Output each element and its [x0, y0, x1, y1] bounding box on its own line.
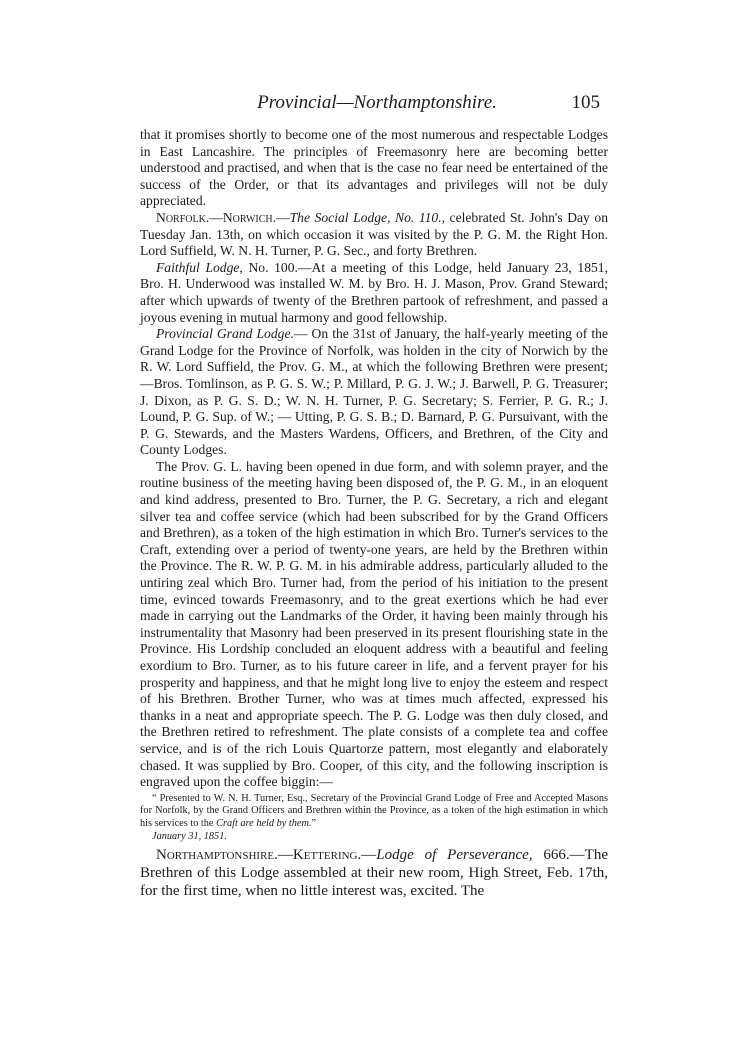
section-heading-norfolk: Norfolk.—Norwich.—: [156, 209, 290, 225]
page-number: 105: [571, 92, 600, 113]
running-title: Provincial—Northamptonshire.: [257, 92, 497, 113]
inscription-date: January 31, 1851.: [152, 830, 227, 842]
inscription-italic: Craft are held by them.: [216, 817, 312, 829]
inscription-text: [140, 793, 608, 830]
paragraph-text: No. 100.—At a meeting of this Lodge, held January 23, 1851, Bro. H. Underwood was installed W. M. by Bro. H. J. Mason, Prov. Grand Steward; after which upwards of twenty of the Brethren partook of refreshment, and passed a joyous evening in mutual harmony and good fellowship.: [140, 259, 608, 325]
lodge-name: Faithful Lodge,: [156, 259, 243, 275]
section-heading-northamptonshire: Northamptonshire.—Kettering.—: [156, 847, 377, 864]
lodge-name: Lodge of Perseverance,: [376, 847, 533, 864]
paragraph-provincial-grand-lodge: [140, 326, 608, 459]
paragraph-norwich: [140, 210, 608, 260]
paragraph-faithful-lodge: [140, 260, 608, 326]
inscription-main: “ Presented to W. N. H. Turner, Esq., Secretary of the Provincial Grand Lodge of Free and Accepted Masons for Norfolk, by the Grand Officers and Brethren within the Province, as a token of the high estimation in which his services to the: [140, 792, 608, 829]
paragraph-text: 666.—The Brethren of this Lodge assembled at their new room, High Street, Feb. 17th, for the first time, when no little interest was, excited. The: [140, 847, 608, 900]
lodge-name: The Social Lodge, No. 110.: [289, 209, 442, 225]
paragraph-presentation: The Prov. G. L. having been opened in due form, and with solemn prayer, and the routine business of the meeting having been disposed of, the P. G. M., in an eloquent and kind address, presented to Bro. Turner, the P. G. Secretary, a rich and elegant silver tea and coffee service (which had been subscribed for by the Grand Officers and Brethren), as a token of the high estimation in which Bro. Turner's services to the Craft, extending over a period of twenty-one years, are held by the Brethren within the Province. The R. W. P. G. M. in his admirable address, particularly alluded to the untiring zeal which Bro. Turner had, from the period of his initiation to the present time, evinced towards Freemasonry, and to the great exertions which he had ever made in carrying out the Landmarks of the Order, it having been mainly through his instrumentality that Masonry had been preserved in its present flourishing state in the Province. His Lordship concluded an eloquent address with a beautiful and feeling exordium to Bro. Turner, as to his future career in life, and a fervent prayer for his prosperity and happiness, and that he might long live to enjoy the esteem and respect of his Brethren. Brother Turner, who was at times much affected, expressed his thanks in a neat and appropriate speech. The P. G. Lodge was then duly closed, and the Brethren retired to refreshment. The plate consists of a complete tea and coffee service, and is of the rich Louis Quartorze pattern, most elegantly and elaborately chased. It was supplied by Bro. Cooper, of this city, and the following inscription is engraved upon the coffee biggin:—: [140, 458, 608, 790]
lodge-name: Provincial Grand Lodge.: [156, 326, 294, 342]
inscription-end: ”: [311, 817, 317, 829]
paragraph-text: — On the 31st of January, the half-yearly meeting of the Grand Lodge for the Province of Norfolk, was holden in the city of Norwich by the R. W. Lord Suffield, the Prov. G. M., at which the following Brethren were present;—Bros. Tomlinson, as P. G. S. W.; P. Millard, P. G. J. W.; J. Barwell, P. G. Treasurer; J. Dixon, as P. G. S. D.; W. N. H. Turner, P. G. Secretary; S. Ferrier, P. G. R.; J. Lound, P. G. Sup. of W.; — Utting, P. G. S. B.; D. Barnard, P. G. Pursuivant, with the P. G. Stewards, and the Masters Wardens, Officers, and Brethren, of the City and County Lodges.: [140, 326, 608, 458]
article-body: [140, 127, 608, 900]
inscription-quote: [140, 793, 608, 844]
paragraph-text: , celebrated St. John's Day on Tuesday Jan. 13th, on which occasion it was visited by the P. G. M. the Right Hon. Lord Suffield, W. N. H. Turner, P. G. Sec., and forty Brethren.: [140, 209, 608, 259]
paragraph-kettering: [140, 846, 608, 900]
paragraph-lancashire: that it promises shortly to become one of the most numerous and respectable Lodges in East Lancashire. The principles of Freemasonry here are becoming better understood and practised, and when that is the case no fear need be entertained of the success of the Order, or that its advantages and privileges will not be duly appreciated.: [140, 127, 608, 209]
page-header: [154, 92, 600, 118]
